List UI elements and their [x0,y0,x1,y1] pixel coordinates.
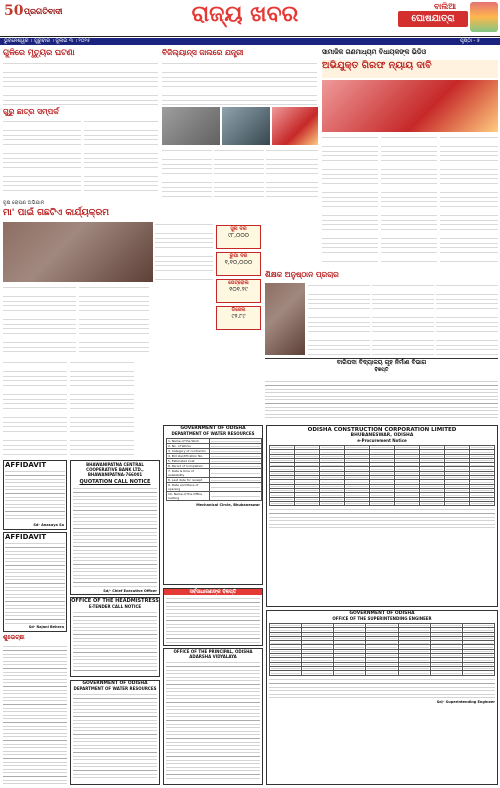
tender-row-label: 6. Period of Completion [167,464,210,469]
ocl-city: BHUBANESWAR, ODISHA [350,433,414,438]
tender-row-value [209,469,261,478]
odia-public-notice [163,588,263,646]
story-1-body [3,61,158,105]
story-7-body-c [436,283,498,355]
tender-table [166,438,262,501]
story-5-body-c [440,135,498,265]
ocl-table-cell [370,501,395,505]
tree-plantation-photo [3,222,153,282]
tender-row [167,469,262,478]
ocl-table-cell [295,501,320,505]
vigilance-photo-2 [222,107,270,145]
story-3-body-d [266,148,318,198]
diesel-value: ୯୨.୮୯ [231,313,246,320]
water-ad-1-dept: DEPARTMENT OF WATER RESOURCES [73,686,157,691]
festival-banner: ଘୋଷଯାତ୍ରା [398,11,468,27]
se-table-cell [302,671,334,675]
ocl-tender-ad [266,425,498,607]
festival-top-label: ବାଲିଆ [434,2,456,11]
tender-row-label: 8. Last date for receipt [167,478,210,483]
story-6-headline: ମା' ପାଇଁ ଗଛଟିଏ କାର୍ଯ୍ୟକ୍ରମ [3,208,109,218]
se-title: GOVERNMENT OF ODISHA [349,611,415,616]
story-6-body-b [79,285,149,355]
tender-row-label: 2. No. of Works [167,444,210,449]
se-table-row [270,671,495,675]
story-7-headline: ଶିକ୍ଷକ ଅନୁଷ୍ଠାନ ପ୍ରଚାର [265,270,339,279]
story-2-body-a [3,119,81,197]
small-story-b [70,360,134,458]
story-3-body-b [162,148,212,198]
story-3-body [162,61,317,105]
tender-row-label: 5. Estimated Cost [167,459,210,464]
water-ad-1-title: GOVERNMENT OF ODISHA [82,681,148,686]
gold-price-box [216,225,261,249]
se-table-cell [334,671,366,675]
coop-title: BHAWANIPATNA CENTRAL COOPERATIVE BANK LTD., BHAWANIPATNA-766001 [86,462,144,477]
ocl-table-cell [345,501,370,505]
anniversary-logo: 50 [4,3,24,19]
coop-sign: Sd/- Chief Executive Officer [103,589,157,593]
petrol-label: ପେଟ୍ରୋଲ [228,280,249,286]
coop-bank-ad [70,460,160,595]
se-table-cell [430,671,462,675]
story-8-body [265,380,498,420]
petrol-value: ୧୦୧.୨୯ [229,286,248,293]
story-1-headline: ଗୁଳିରେ ମୃତ୍ୟୁର ଘଟଣା [3,48,75,57]
tender-row-label: 3. Category of contractor [167,449,210,454]
protest-photo [322,80,498,132]
se-table-cell [398,671,430,675]
ocl-table-row [270,501,495,505]
small-classifieds [3,645,67,785]
story-5-body-a [322,135,378,265]
small-story-a [3,360,67,458]
affidavit-2-sign: Sd- Rajani Behera [28,625,64,629]
story-8-headline: ବାରିପଦା ବିଦ୍ୟାଳୟ ଗୃହ ନିର୍ମାଣ ବିଭାଗ ବିଜ୍ଞପ୍ତି [265,358,498,378]
story-7-body-b [372,283,434,355]
headmistress-title: OFFICE OF THE HEADMISTRESS [71,598,159,604]
principal-title: OFFICE OF THE PRINCIPAL, ODISHA ADARSHA VIDYALAYA [173,649,253,659]
tender-row-label: 10. Name of the Office inviting [167,492,210,501]
vigilance-photo-1 [162,107,220,145]
ocl-subtitle: e-Procurement Notice [357,438,407,443]
water-resources-tender [163,425,263,585]
odia-notice-title: ସର୍ବସାଧାରଣଙ୍କ ବିଜ୍ଞପ୍ତି [164,589,262,595]
tender-dept: DEPARTMENT OF WATER RESOURCES [171,431,255,436]
affidavit-ad-2 [3,532,67,632]
tender-row-label: 7. Date & time of availability [167,469,210,478]
ocl-table-cell [395,501,420,505]
se-table-cell [366,671,398,675]
festival-image [470,2,498,32]
affidavit-1-title: AFFIDAVIT [5,461,47,469]
headmistress-ad [70,597,160,677]
headmistress-subtitle: E-TENDER CALL NOTICE [88,604,142,609]
affidavit-2-title: AFFIDAVIT [5,533,47,541]
tender-row [167,492,262,501]
tender-row-label: 1. Name of the Work [167,439,210,444]
masthead [0,0,500,37]
se-sign: Sd/- Superintending Engineer [436,699,495,704]
se-dept: OFFICE OF THE SUPERINTENDING ENGINEER [332,616,432,621]
tender-row-value [209,483,261,492]
dateline: ଭୁବନେଶ୍ୱର । ଗୁରୁବାର । ଜୁଲାଇ ୩ । ୨୦୨୫ [0,38,500,45]
story-2-body-b [84,119,158,197]
story-4-headline: ସାମାଜିକ ଗଣମାଧ୍ୟମ ବିଧାୟକଙ୍କ ଭିଡିଓ [322,48,427,56]
tender-row-label: 9. Date and Place of opening [167,483,210,492]
gold-value: ୯୮,୦୦୦ [227,232,250,239]
petrol-price-box [216,279,261,303]
page-title: ରାଜ୍ୟ ଖବର [191,2,299,27]
ocl-table-cell [470,501,495,505]
vigilance-photo-3 [272,107,318,145]
tender-row [167,483,262,492]
tender-row-value [209,492,261,501]
se-table-cell [462,671,494,675]
ocl-table-cell [320,501,345,505]
ocl-title: ODISHA CONSTRUCTION CORPORATION LIMITED [307,427,457,433]
story-2-headline: ଗୁରୁ ଛାତ୍ର ସମ୍ପର୍କ [3,107,59,116]
tender-row-label: 4. Bid identification No. [167,454,210,459]
ocl-table-cell [445,501,470,505]
diesel-price-box [216,306,261,330]
principal-ad [163,648,263,785]
story-6-body-side [155,222,213,282]
greeting-headline: ଶୁଭେଚ୍ଛା [3,634,25,641]
story-7-photo [265,283,305,355]
affidavit-ad-1 [3,460,67,530]
se-table-cell [270,671,302,675]
silver-value: ୧,୧୦,୦୦୦ [224,259,253,266]
publication-name: ପ୍ରଗତିବାଦୀ [24,7,63,16]
ocl-table-cell [420,501,445,505]
story-5-body-b [381,135,437,265]
water-resources-ad-1 [70,680,160,785]
story-3-headline: ବିଜିଲ୍ୟାନ୍ସ ଜାଲରେ ଯନ୍ତ୍ରୀ [162,48,244,57]
tender-title: GOVERNMENT OF ODISHA [180,426,246,431]
silver-label: ରୁପା ଦର [229,253,248,259]
story-3-body-c [214,148,264,198]
ocl-table-cell [270,501,295,505]
diesel-label: ଡିଜେଲ [231,307,246,313]
silver-price-box [216,252,261,276]
ocl-table [269,445,495,506]
story-6-body-a [3,285,76,355]
affidavit-1-sign: Sd- Anasuya Sa [33,523,64,527]
superintending-engineer-ad [266,610,498,785]
tender-sign: Mechanical Circle, Bhubaneswar [196,503,260,507]
coop-subtitle: QUOTATION CALL NOTICE [79,479,151,485]
story-5-headline: ଅଭିଯୁକ୍ତ ଗିରଫ ନ୍ୟାୟ ଦାବି [322,60,498,78]
se-table [269,623,495,676]
page-number: ପୃଷ୍ଠା - ୫ [460,38,481,44]
gold-label: ସୁନା ଦର [230,226,247,232]
story-6-kicker: ବୃକ୍ଷ ରୋପଣ ଅଭିଯାନ [3,200,45,206]
story-7-body-a [308,283,370,355]
